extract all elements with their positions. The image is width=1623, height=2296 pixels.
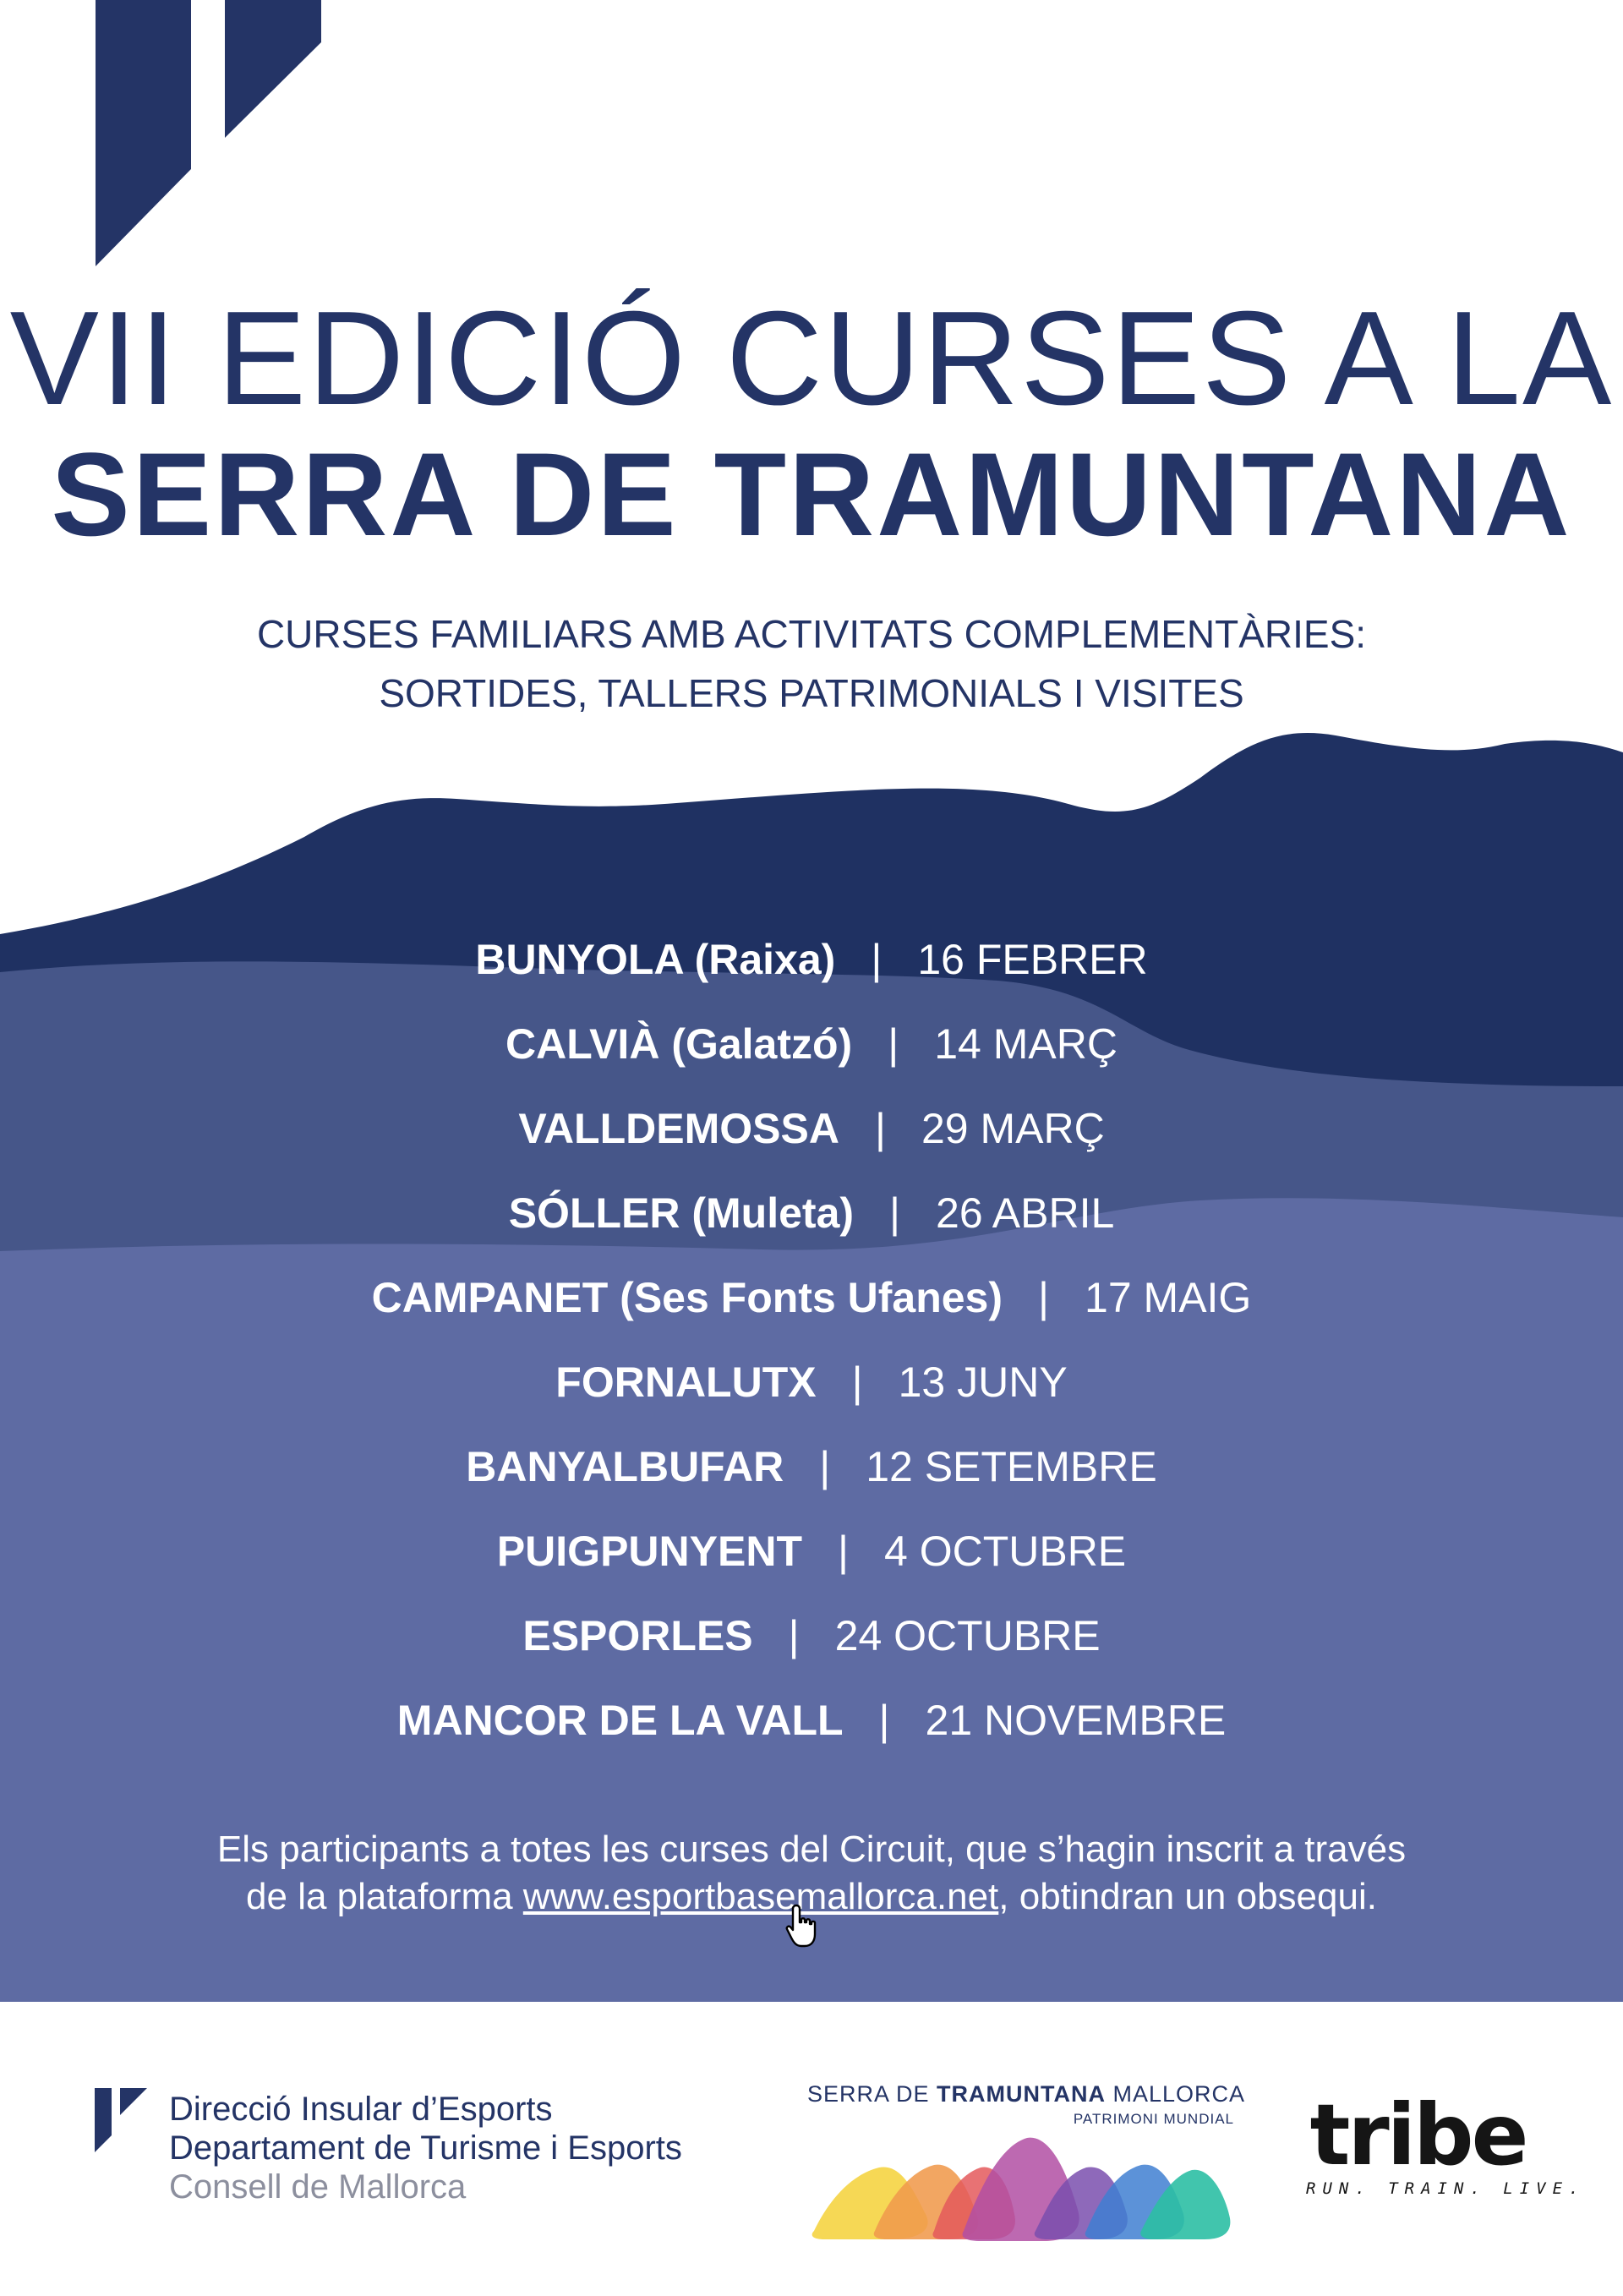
colored-mountains-icon <box>807 2129 1234 2248</box>
note-text-after-link: , obtindran un obsequi. <box>998 1876 1377 1917</box>
event-date: 29 MARÇ <box>921 1105 1105 1152</box>
event-location: PUIGPUNYENT <box>496 1528 802 1575</box>
organizer-text <box>169 2090 682 2206</box>
event-location: SÓLLER (Muleta) <box>508 1189 855 1237</box>
organizer-line-3: Consell de Mallorca <box>169 2168 467 2206</box>
event-separator: | <box>878 1697 890 1744</box>
event-location: BANYALBUFAR <box>466 1443 784 1490</box>
title-line-1: VII EDICIÓ CURSES A LA <box>9 284 1614 433</box>
note-line-1: Els participants a totes les curses del Circuit, que s’hagin inscrit a través <box>216 1829 1407 1870</box>
consell-mallorca-logo-icon <box>95 2088 149 2156</box>
event-separator: | <box>788 1612 800 1659</box>
event-row <box>0 1086 1623 1171</box>
event-date: 24 OCTUBRE <box>834 1612 1101 1659</box>
event-separator: | <box>874 1105 886 1152</box>
event-separator: | <box>1038 1274 1050 1321</box>
note-text-before-link: de la plataforma <box>246 1876 523 1917</box>
serra-logo-subtitle: PATRIMONI MUNDIAL <box>1073 2111 1234 2127</box>
organizer-line-1: Direcció Insular d’Esports <box>169 2091 553 2128</box>
tribe-tagline: RUN. TRAIN. LIVE. <box>1306 2179 1586 2198</box>
event-date: 4 OCTUBRE <box>884 1528 1127 1575</box>
event-row <box>0 1002 1623 1086</box>
event-row <box>0 1171 1623 1255</box>
event-date: 16 FEBRER <box>917 936 1148 983</box>
event-row <box>0 1424 1623 1509</box>
subtitle-line-2: SORTIDES, TALLERS PATRIMONIALS I VISITES <box>379 671 1244 715</box>
event-row <box>0 1509 1623 1594</box>
serra-tramuntana-logo <box>807 2081 1246 2248</box>
tribe-wordmark: tribe <box>1309 2086 1527 2184</box>
hand-cursor-icon <box>784 1904 822 1951</box>
event-date: 21 NOVEMBRE <box>925 1697 1227 1744</box>
event-location: VALLDEMOSSA <box>518 1105 839 1152</box>
event-row <box>0 1255 1623 1340</box>
event-location: ESPORLES <box>522 1612 753 1659</box>
event-location: CAMPANET (Ses Fonts Ufanes) <box>371 1274 1003 1321</box>
tribe-logo <box>1306 2086 1586 2198</box>
corner-brand-mark <box>96 0 321 266</box>
website-link[interactable]: www.esportbasemallorca.net <box>522 1876 999 1917</box>
race-schedule <box>0 917 1623 1763</box>
event-separator: | <box>819 1443 831 1490</box>
event-row <box>0 1678 1623 1763</box>
serra-logo-title: SERRA DE TRAMUNTANA MALLORCA <box>807 2081 1246 2107</box>
event-row <box>0 917 1623 1002</box>
event-row <box>0 1594 1623 1678</box>
event-date: 12 SETEMBRE <box>866 1443 1157 1490</box>
title-line-2: SERRA DE TRAMUNTANA <box>51 428 1572 560</box>
organizer-line-2: Departament de Turisme i Esports <box>169 2129 682 2167</box>
event-date: 14 MARÇ <box>934 1020 1118 1068</box>
event-separator: | <box>851 1358 863 1406</box>
event-location: CALVIÀ (Galatzó) <box>505 1020 853 1068</box>
event-separator: | <box>838 1528 849 1575</box>
event-date: 26 ABRIL <box>936 1189 1115 1237</box>
event-location: BUNYOLA (Raixa) <box>475 936 836 983</box>
event-date: 17 MAIG <box>1085 1274 1252 1321</box>
event-row <box>0 1340 1623 1424</box>
event-location: MANCOR DE LA VALL <box>396 1697 844 1744</box>
subtitle-line-1: CURSES FAMILIARS AMB ACTIVITATS COMPLEMENTÀRIES: <box>256 612 1367 656</box>
subtitle <box>0 604 1623 723</box>
event-location: FORNALUTX <box>555 1358 817 1406</box>
event-separator: | <box>871 936 883 983</box>
event-separator: | <box>888 1020 899 1068</box>
event-separator: | <box>889 1189 901 1237</box>
event-date: 13 JUNY <box>898 1358 1068 1406</box>
